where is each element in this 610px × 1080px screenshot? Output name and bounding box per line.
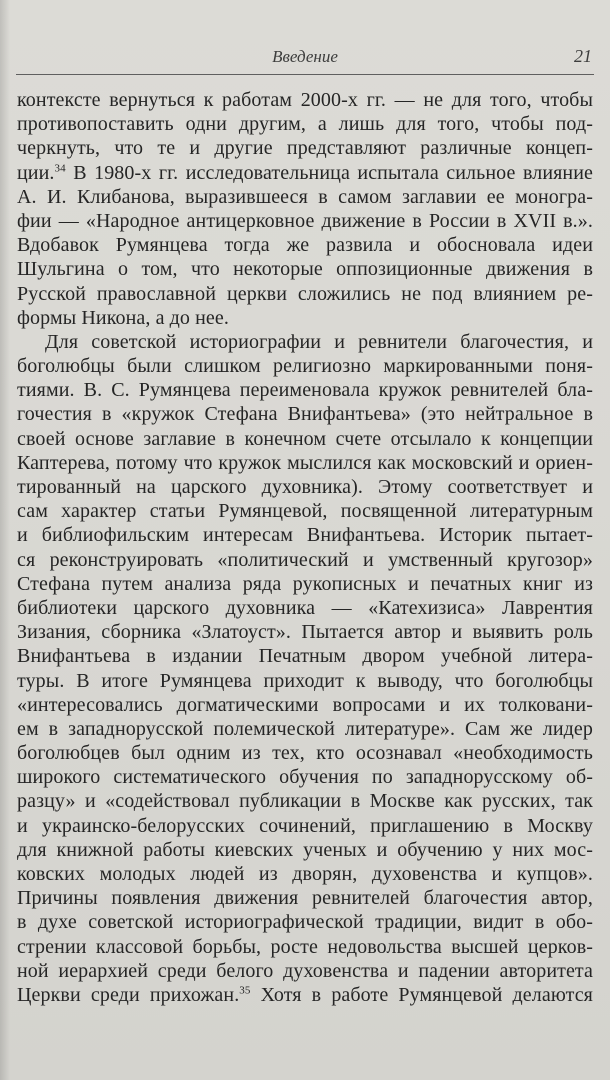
text-line: туры. В итоге Румянцева приходит к выводу, что боголюбцы [17, 669, 593, 692]
text-line: и украинско-белорусских сочинений, приглашению в Москву [17, 814, 593, 837]
text-line: Внифантьева в издании Печатным двором учебной литера- [17, 645, 593, 668]
text-line-with-footnote [17, 161, 593, 185]
text-line: для книжной работы киевских ученых и обучению у них мос- [17, 838, 593, 861]
text-line: ковских молодых людей из дворян, духовенства и купцов». [17, 863, 593, 885]
paragraph-2 [17, 330, 593, 1007]
text-line: гочестия в «кружок Стефана Внифантьева» (это нейтральное в [17, 403, 593, 426]
text-line: ем в западнорусской полемической литературе». Сам же лидер [17, 717, 593, 740]
page-gutter-shadow [0, 0, 10, 1080]
running-head-title: Введение [272, 47, 338, 66]
text-line: и библиофильским интересам Внифантьева. Историк пытает- [17, 524, 593, 547]
line-text: ции. [17, 161, 55, 184]
text-line: сам характер статьи Румянцевой, посвященной литературным [17, 500, 593, 523]
text-line: черкнуть, что те и другие представляют различные концеп- [17, 137, 593, 160]
text-line: ся реконструировать «политический и умственный кругозор» [17, 548, 593, 571]
text-line: контексте вернуться к работам 2000-х гг. — не для того, чтобы [17, 89, 593, 111]
text-line: боголюбцы были слишком религиозно маркированными поня- [17, 355, 593, 378]
header-rule [16, 74, 594, 75]
text-line-with-footnote [17, 983, 593, 1007]
text-line: стрении классовой борьбы, росте недовольства высшей церков- [17, 935, 593, 958]
text-line: ной иерархией среди белого духовенства и падении авторитета [17, 959, 593, 982]
text-line: противопоставить одни другим, а лишь для того, чтобы под- [17, 113, 593, 136]
footnote-ref: 35 [239, 984, 251, 997]
text-line: Для советской историографии и ревнители благочестия, и [45, 330, 593, 353]
text-line: фии — «Народное антицерковное движение в России в XVII в.». [17, 209, 593, 232]
footnote-ref: 34 [54, 161, 66, 174]
text-line: Стефана путем анализа ряда рукописных и печатных книг из [17, 572, 593, 595]
page-number: 21 [574, 46, 592, 66]
body-text [17, 88, 593, 1007]
text-line: разцу» и «содействовал публикации в Москве как русских, так [17, 790, 593, 813]
line-text: Хотя в работе Румянцевой делаются [250, 983, 593, 1006]
text-line: формы Никона, а до нее. [17, 306, 229, 329]
text-line: в духе советской историографической традиции, видит в обо- [17, 911, 593, 934]
text-line: своей основе заглавие в конечном счете отсылало к концепции [17, 427, 593, 450]
text-line: Вдобавок Румянцева тогда же развила и обосновала идеи [17, 234, 593, 257]
text-line: А. И. Клибанова, выразившееся в самом заглавии ее моногра- [17, 185, 593, 208]
text-line: Причины появления движения ревнителей благочестия автор, [17, 887, 593, 910]
line-text: Церкви среди прихожан. [17, 983, 240, 1006]
line-text: В 1980-х гг. исследовательница испытала сильное влияние [65, 161, 593, 184]
paragraph-1 [17, 88, 593, 330]
text-line: Шульгина о том, что некоторые оппозиционные движения в [17, 258, 593, 281]
text-line: Русской православной церкви сложились не под влиянием ре- [17, 282, 593, 305]
text-line: «интересовались догматическими вопросами и их толковани- [17, 693, 593, 716]
text-line: Каптерева, потому что кружок мыслился как московский и ориен- [17, 451, 593, 474]
text-line: боголюбцев был одним из тех, кто осознавал «необходимость [17, 742, 593, 765]
text-line: тиями. В. С. Румянцева переименовала кружок ревнителей бла- [17, 379, 593, 402]
running-head [16, 46, 594, 70]
text-line: библиотеки царского духовника — «Катехизиса» Лаврентия [17, 596, 593, 619]
text-line: тированный на царского духовника). Этому соответствует и [17, 476, 593, 498]
text-line: широкого систематического обучения по западнорусскому об- [17, 766, 593, 789]
text-line: Зизания, сборника «Златоуст». Пытается автор и выявить роль [17, 621, 593, 644]
